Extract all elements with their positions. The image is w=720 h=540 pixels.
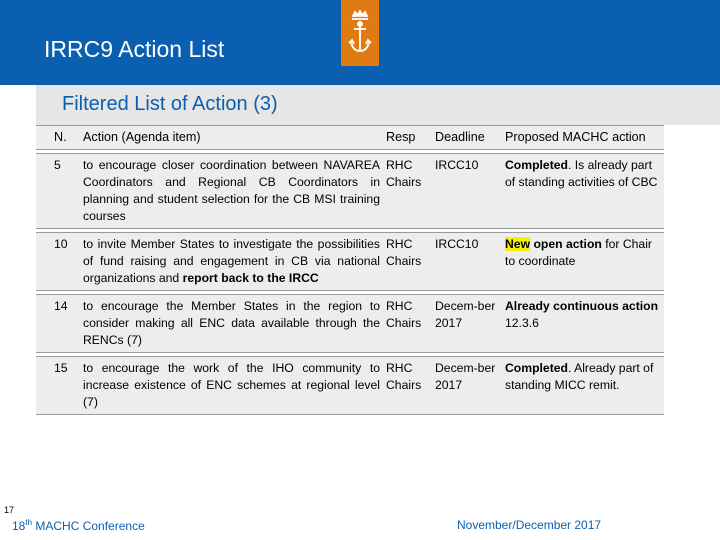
left-margin (0, 85, 36, 540)
proposed-detail: . Already part of standing MICC remit. (505, 361, 654, 392)
row-resp: RHC Chairs (383, 154, 432, 229)
action-table (36, 125, 664, 415)
row-action (80, 233, 383, 291)
table-row (36, 233, 664, 291)
conference-number: 18 (12, 519, 26, 533)
slide-number: 17 (4, 505, 15, 515)
column-header-n: N. (36, 126, 80, 150)
row-proposed (502, 154, 664, 229)
row-number: 15 (36, 357, 80, 415)
table-row (36, 154, 664, 229)
row-deadline: Decem-ber 2017 (432, 357, 502, 415)
row-resp: RHC Chairs (383, 357, 432, 415)
proposed-detail: 12.3.6 (505, 316, 539, 330)
anchor-crest-icon (347, 10, 373, 56)
row-deadline: IRCC10 (432, 154, 502, 229)
logo (341, 0, 379, 66)
row-number: 10 (36, 233, 80, 291)
column-header-proposed: Proposed MACHC action (502, 126, 664, 150)
row-deadline: IRCC10 (432, 233, 502, 291)
column-header-resp: Resp (383, 126, 432, 150)
row-number: 5 (36, 154, 80, 229)
section-subtitle: Filtered List of Action (3) (62, 93, 278, 115)
proposed-status: open action (530, 237, 602, 251)
proposed-status: Completed (505, 361, 568, 375)
row-proposed (502, 357, 664, 415)
column-header-action: Action (Agenda item) (80, 126, 383, 150)
table-header-row (36, 126, 664, 150)
table-row (36, 295, 664, 353)
row-deadline: Decem-ber 2017 (432, 295, 502, 353)
row-resp: RHC Chairs (383, 295, 432, 353)
table-row (36, 357, 664, 415)
row-resp: RHC Chairs (383, 233, 432, 291)
conference-ordinal: th (25, 518, 33, 527)
row-proposed (502, 233, 664, 291)
proposed-detail: . Is already part of standing activities of CBC (505, 158, 658, 189)
proposed-status: Already continuous action (505, 299, 659, 313)
row-action: to encourage closer coordination between NAVAREA Coordinators and Regional CB Coordinators in planning and student selection for the CB MSI training courses (80, 154, 383, 229)
proposed-detail: for Chair to coordinate (505, 237, 652, 268)
proposed-highlight: New (505, 237, 531, 251)
footer-conference (12, 518, 145, 533)
action-text: to invite Member States to investigate the possibilities of fund raising and engagement in CB via national organizations and (83, 237, 380, 285)
proposed-status: Completed (505, 158, 568, 172)
row-proposed (502, 295, 664, 353)
row-number: 14 (36, 295, 80, 353)
column-header-deadline: Deadline (432, 126, 502, 150)
header-bar (0, 0, 720, 85)
row-action: to encourage the Member States in the region to consider making all ENC data available through the RENCs (7) (80, 295, 383, 353)
conference-name: MACHC Conference (32, 519, 145, 533)
row-action: to encourage the work of the IHO community to increase existence of ENC schemes at regional level (7) (80, 357, 383, 415)
footer-date: November/December 2017 (457, 518, 602, 532)
action-emphasis: report back to the IRCC (182, 271, 319, 285)
page-title: IRRC9 Action List (44, 36, 225, 62)
